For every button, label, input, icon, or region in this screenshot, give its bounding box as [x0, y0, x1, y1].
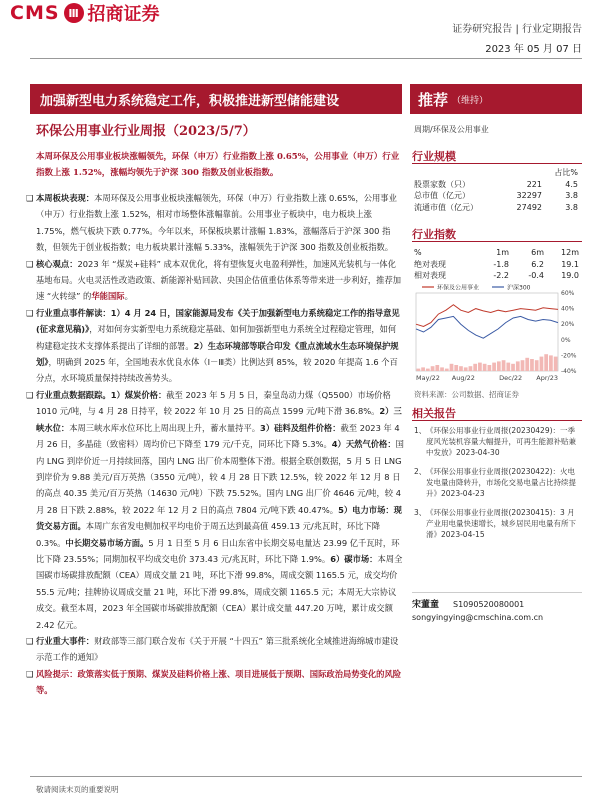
scale-title: 行业规模: [412, 150, 456, 163]
perf-title: 行业指数: [412, 228, 456, 241]
volume-bar: [554, 357, 558, 371]
analyst-divider: [412, 592, 582, 593]
paragraph-events: ❑ 行业重点事件解读：1）4 月 24 日，国家能源局发布《关于加强新型电力系统稳定工作的指导意见(征求意见稿)》，对如何夯实新型电力系统稳定基础、如何加强新型电力系统全过程稳定管理，如何构建稳定技术支撑体系提出了详细的部署。2）生态环境部等联合印发《重点流域水生态环境保护规划》，明确到 2025 年，全国地表水优良水体（Ⅰ－Ⅲ类）比例达到 85%，较 2020 年提高 1.6 个百分点，水环境质量保持持续改善势头。: [26, 307, 400, 384]
volume-bar: [459, 366, 463, 371]
volume-bar: [511, 364, 515, 371]
volume-bar: [488, 365, 492, 371]
x-tick-label: Aug/22: [451, 374, 475, 382]
footer-note: 敬请阅读末页的重要说明: [36, 785, 119, 794]
analyst-box: [412, 597, 584, 622]
series-line: [416, 305, 558, 327]
y-tick-label: -20%: [561, 352, 577, 360]
industry-label: 周期/环保及公用事业: [414, 125, 489, 134]
chart-frame: [416, 293, 558, 371]
chart-source: 资料来源：公司数据、招商证券: [414, 390, 519, 399]
analyst-name: 宋董童: [412, 600, 440, 610]
analyst-id: S1090520080001: [453, 600, 525, 609]
perf-row: 相对表现 -2.2 -0.4 19.0: [414, 271, 579, 281]
legend-label: 环保及公用事业: [437, 284, 480, 292]
volume-bar: [540, 357, 544, 371]
y-tick-label: 20%: [561, 321, 575, 329]
volume-bar: [454, 365, 458, 371]
volume-bar: [492, 363, 496, 371]
volume-bar: [426, 369, 430, 371]
logo-chinese: 招商证券: [87, 4, 160, 25]
volume-bar: [445, 369, 449, 371]
x-tick-label: Dec/22: [499, 374, 523, 382]
paragraph-risk: ❑ 风险提示：政策落实低于预期、煤炭及硅料价格上涨、项目进展低于预期、国际政治局势变化的风险等。: [26, 668, 402, 696]
volume-bar: [440, 367, 444, 371]
y-tick-label: 0%: [561, 336, 571, 344]
perf-table: [414, 247, 582, 282]
index-performance-chart: [412, 279, 584, 389]
header-divider: [30, 58, 582, 59]
paragraph-data: ❑ 行业重点数据跟踪。1）煤炭价格：截至 2023 年 5 月 5 日，秦皇岛动力煤（Q5500）市场价格 1010 元/吨，与 4 月 28 日持平，较 2022 年 10 月 25 日的高点 1599 元/吨下滑 36.8%。2）三峡水位：本周三峡水库水位环比上周出现上升，蓄水量持平。3）硅料及组件价格：截至 2023 年 4 月 26 日，多晶硅（致密料）周均价已下降至 179 元/千克，同环比下降 5.3%。4）天然气价格：国内 LNG 到岸价近一月持续回落，国内 LNG 出厂价本周整体下滑。根据全联创数据，5 月 5 日 LNG 到岸价为 9.88 美元/百万英热（3550 元/吨），较 4 月 28 日下跌 12.5%，较 2022 年 12 月 8 日的高点 40.35 美元/百万英热（14630 元/吨）下跌 75.52%。国内 LNG 出厂价 4646 元/吨，较 4 月 28 日下跌 2.88%，较 2022 年 12 月 2 日的高点 7804 元/吨下跌 40.47%。5）电力市场：现货交易方面。本周广东省发电侧加权平均电价于周五达到最高值 459.13 元/兆瓦时，环比下降 0.3%。中长期交易市场方面。5 月 1 日至 5 月 6 日山东省中长期交易电量达 23.99 亿千瓦时，环比下降 23.55%；同期加权平均成交电价 373.43 元/兆瓦时，环比下降 1.9%。6）碳市场：本周全国碳市场碳排放配额（CEA）周成交量 21 吨，环比下滑 99.8%，周成交额 1165.5 元，成交均价 55.5 元/吨；挂牌协议周成交量 21 吨，环比下滑 99.8%，周成交额 1165.5 元；本周无大宗协议成交。截至本周，2023 年全国碳市场碳排放配额（CEA）累计成交量 447.20 万吨，累计成交额 2.42 亿元。: [26, 389, 404, 630]
rating-label: 推荐: [418, 90, 449, 109]
volume-bar: [530, 359, 534, 371]
perf-header: % 1m 6m 12m: [414, 248, 579, 258]
volume-bar: [469, 366, 473, 371]
perf-divider: [412, 241, 582, 242]
legend-label: 沪深300: [507, 284, 531, 292]
logo-mark-icon: Ⅲ: [64, 3, 84, 23]
company-logo: [10, 0, 160, 26]
report-date: 2023 年 05 月 07 日: [485, 44, 582, 55]
paragraph-major-events: ❑ 行业重大事件：财政部等三部门联合发布《关于开展 “十四五” 第三批系统化全域推进海绵城市建设示范工作的通知》: [26, 635, 399, 663]
volume-bar: [435, 365, 439, 371]
volume-bar: [478, 363, 482, 371]
scale-row: 总市值（亿元） 32297 3.8: [414, 191, 578, 201]
scale-header: 占比%: [554, 168, 578, 178]
related-divider: [412, 420, 582, 421]
volume-bar: [521, 360, 525, 371]
related-report-link[interactable]: 2、 《环保公用事业行业周报(20230422)：火电发电量由降转升，市场化交易电量占比持续提升》2023-04-23: [414, 467, 576, 498]
volume-bar: [497, 361, 501, 371]
perf-row: 绝对表现 -1.8 6.2 19.1: [414, 259, 579, 269]
rating-sub: （维持）: [452, 95, 489, 106]
summary-text: 本周环保及公用事业板块涨幅领先，环保（申万）行业指数上涨 0.65%，公用事业（申万）行业指数上涨 1.52%，涨幅均领先于沪深 300 指数及创业板指数。: [36, 152, 400, 178]
volume-bar: [502, 360, 506, 371]
y-tick-label: -40%: [561, 368, 577, 375]
volume-bar: [516, 361, 520, 371]
paragraph-core-view: ❑ 核心观点：2023 年 “煤炭+硅料” 成本双优化，将有望恢复火电盈利弹性，加速风光装机与一体化基地布局。火电灵活性改造政策、新能源补贴回款、央国企估值重估体系等带来进一步利好，推荐加速 “火转绿” 的华能国际。: [26, 258, 402, 302]
x-tick-label: May/22: [416, 374, 440, 382]
volume-bar: [421, 367, 425, 371]
related-report-link[interactable]: 1、 《环保公用事业行业周报(20230429)：一季度风光装机容量大幅提升，可再生能源补贴兼中发放》2023-04-30: [414, 426, 576, 457]
footer-divider: [30, 776, 582, 777]
y-tick-label: 40%: [561, 305, 575, 313]
volume-bar: [417, 369, 421, 371]
volume-bar: [506, 363, 510, 371]
related-title: 相关报告: [412, 407, 456, 420]
scale-table: [414, 167, 582, 213]
report-subtitle: 环保公用事业行业周报（2023/5/7）: [36, 124, 256, 139]
volume-bar: [450, 364, 454, 371]
paragraph-performance: ❑ 本周板块表现：本周环保及公用事业板块涨幅领先，环保（申万）行业指数上涨 0.65%，公用事业（申万）行业指数上涨 1.52%，相对市场整体涨幅靠前。公用事业子板块中，电力板块上涨 1.75%，燃气板块下跌 0.77%。今年以来，环保板块累计涨幅 1.83%，涨幅落后于沪深 300 指数，但领先于创业板指数；电力板块累计涨幅 5.33%，涨幅领先于沪深 300 指数及创业板指数。: [26, 193, 397, 253]
volume-bar: [535, 360, 539, 371]
scale-divider: [412, 163, 582, 164]
volume-bar: [544, 354, 548, 371]
x-tick-label: Apr/23: [536, 374, 558, 382]
volume-bar: [464, 367, 468, 371]
volume-bar: [473, 364, 477, 371]
rating-box: [410, 84, 582, 114]
related-reports-list: [414, 425, 582, 548]
scale-row: 股票家数（只） 221 4.5: [414, 179, 578, 189]
volume-bar: [431, 366, 435, 371]
analyst-email[interactable]: songyingying@cmschina.com.cn: [412, 613, 544, 622]
volume-bar: [483, 364, 487, 371]
y-tick-label: 60%: [561, 290, 575, 297]
volume-bar: [549, 355, 553, 371]
related-report-link[interactable]: 3、 《环保公用事业行业周报(20230415)：3 月产业用电量快速增长，城乡居民用电量有所下滑》2023-04-15: [414, 508, 576, 539]
headline-banner: 加强新型电力系统稳定工作，积极推进新型储能建设: [30, 84, 402, 114]
report-body: [26, 190, 404, 699]
volume-bar: [525, 358, 529, 371]
logo-latin: CMS: [10, 2, 60, 24]
series-line: [416, 316, 558, 338]
scale-row: 流通市值（亿元） 27492 3.8: [414, 202, 578, 212]
report-type: 证券研究报告 | 行业定期报告: [452, 24, 582, 35]
